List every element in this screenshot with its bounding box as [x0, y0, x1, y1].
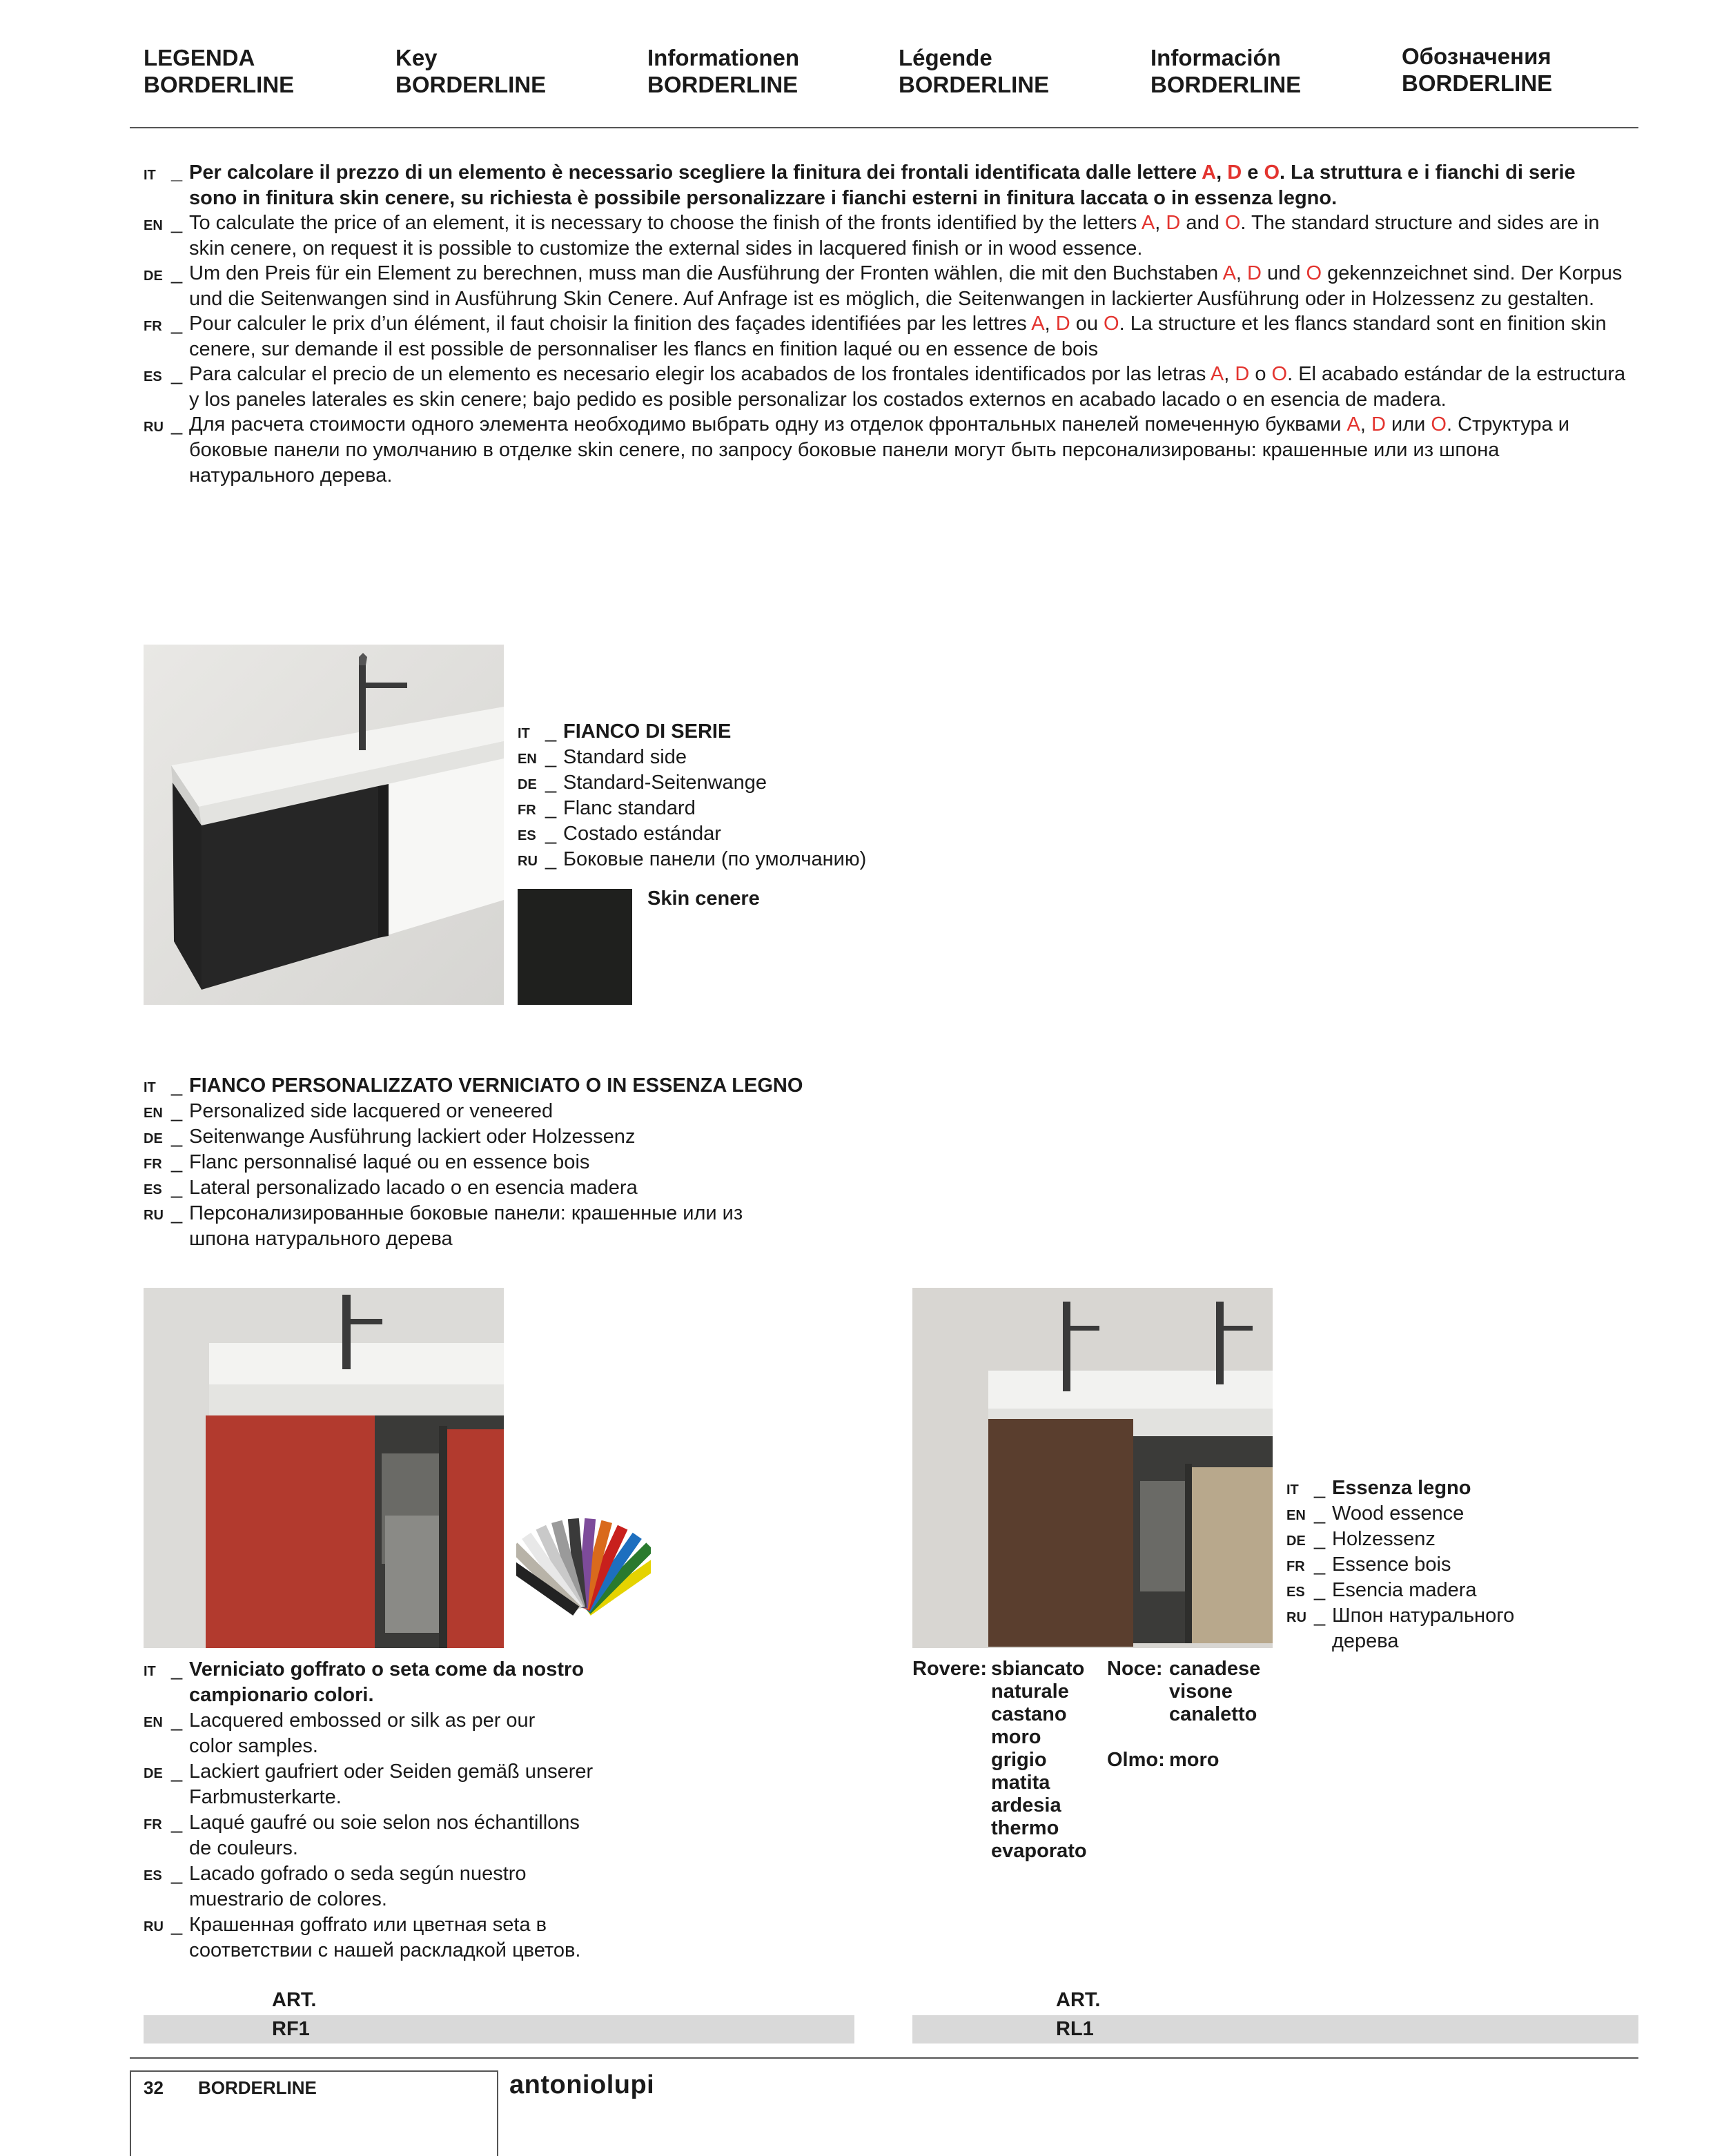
header-divider [130, 127, 1638, 128]
wood-ru-2: дерева [1332, 1630, 1399, 1652]
custom-side-ru: RU _ Персонализированные боковые панели: крашенные или из [144, 1202, 743, 1224]
footer-divider [130, 2057, 1638, 2059]
art-code-rl1: RL1 [1056, 2018, 1094, 2040]
standard-side-de: DE _ Standard-Seitenwange [518, 772, 767, 794]
olmo-label: Olmo: [1107, 1749, 1165, 1771]
standard-side-it: IT _ FIANCO DI SERIE [518, 721, 732, 743]
header-col-en: Key BORDERLINE [395, 45, 547, 97]
wood-ru: RU _ Шпон натурального [1286, 1605, 1515, 1627]
rovere-item: castano [991, 1703, 1067, 1725]
standard-side-en: EN _ Standard side [518, 746, 687, 768]
wood-de: DE _ Holzessenz [1286, 1528, 1436, 1550]
lacquered-photo [144, 1288, 504, 1648]
lacquered-ru: RU _ Крашенная goffrato или цветная seta в [144, 1914, 547, 1936]
lacquered-ru-2: соответствии с нашей раскладкой цветов. [189, 1939, 581, 1961]
footer-collection: BORDERLINE [198, 2077, 317, 2098]
lacquered-en-2: color samples. [189, 1735, 318, 1757]
art-code-rf1: RF1 [272, 2018, 310, 2040]
skin-cenere-swatch [518, 889, 632, 1005]
standard-side-fr: FR _ Flanc standard [518, 797, 696, 819]
intro-en: EN _ To calculate the price of an element, it is necessary to choose the finish of the fronts identified by the letters A, D and O. The standard structure and sides are in skin cenere, on request it is possible to customize the external sides in lacquered finish or in wood essence. [144, 212, 1600, 259]
standard-side-es: ES _ Costado estándar [518, 823, 721, 845]
page-number: 32 [144, 2077, 164, 2098]
lacquered-fr: FR _ Laqué gaufré ou soie selon nos échantillons [144, 1812, 580, 1834]
intro-de: DE _ Um den Preis für ein Element zu berechnen, muss man die Ausführung der Fronten wählen, die mit den Buchstaben A, D und O gekennzeichnet sind. Der Korpus und die Seitenwangen sind in Ausführung Skin Cenere. Auf Anfrage ist es möglich, die Seitenwangen in lackierter Ausführung oder in Holzessenz zu gestalten. [144, 262, 1623, 310]
intro-es: ES _ Para calcular el precio de un elemento es necesario elegir los acabados de los frontales identificados por las letras A, D o O. El acabado estándar de la estructura y los paneles laterales es skin cenere; bajo pedido es posible personalizar los costados externos en acabado lacado o en esencia de madera. [144, 363, 1626, 411]
rovere-item: naturale [991, 1680, 1069, 1703]
olmo-item: moro [1169, 1749, 1219, 1771]
noce-item: canaletto [1169, 1703, 1257, 1725]
rovere-item: sbiancato [991, 1658, 1085, 1680]
color-samples-fan [516, 1511, 651, 1646]
lacquered-de: DE _ Lackiert gaufriert oder Seiden gemäß unserer [144, 1761, 594, 1783]
rovere-list [991, 1658, 1087, 1863]
rovere-item: moro [991, 1726, 1041, 1748]
standard-side-ru: RU _ Боковые панели (по умолчанию) [518, 848, 867, 870]
intro-it: IT _ Per calcolare il prezzo di un elemento è necessario scegliere la finitura dei frontali identificata dalle lettere A, D e O. La struttura e i fianchi di serie sono in finitura skin cenere, su richiesta è possibile personalizzare i fianchi esterni in finitura laccata o in essenza legno. [144, 161, 1576, 209]
noce-label: Noce: [1107, 1658, 1163, 1680]
art-bar-rl1 [912, 2015, 1638, 2044]
rovere-item: evaporato [991, 1840, 1087, 1862]
custom-side-es: ES _ Lateral personalizado lacado o en esencia madera [144, 1177, 638, 1199]
custom-side-de: DE _ Seitenwange Ausführung lackiert oder Holzessenz [144, 1126, 636, 1148]
intro-fr: FR _ Pour calculer le prix d’un élément, il faut choisir la finition des façades identifiées par les lettres A, D ou O. La structure et les flancs standard sont en finition skin cenere, sur demande il est possible de personnaliser les flancs en finition laqué ou en essence de bois [144, 313, 1607, 360]
custom-side-en: EN _ Personalized side lacquered or veneered [144, 1100, 554, 1122]
rovere-item: ardesia [991, 1794, 1061, 1816]
header-col-es: Información BORDERLINE [1150, 45, 1302, 97]
rovere-label: Rovere: [912, 1658, 987, 1680]
art-label-rl1: ART. [1056, 1989, 1101, 2011]
rovere-item: grigio [991, 1749, 1047, 1771]
art-label-rf1: ART. [272, 1989, 317, 2011]
skin-cenere-label: Skin cenere [647, 888, 760, 910]
wood-en: EN _ Wood essence [1286, 1502, 1465, 1525]
lacquered-fr-2: de couleurs. [189, 1837, 298, 1859]
intro-ru: RU _ Для расчета стоимости одного элемента необходимо выбрать одну из отделок фронтальных панелей помеченную буквами A, D или O. Структура и боковые панели по умолчанию в отделке skin cenere, по запросу боковые панели могут быть персонализированы: крашенные или из шпона натурального дерева. [144, 413, 1569, 487]
wood-it: IT _ Essenza legno [1286, 1477, 1471, 1499]
header-col-fr: Légende BORDERLINE [899, 45, 1050, 97]
noce-list [1169, 1658, 1260, 1726]
standard-side-photo [144, 645, 504, 1005]
noce-item: canadese [1169, 1658, 1261, 1680]
lacquered-es: ES _ Lacado gofrado o seda según nuestro [144, 1863, 527, 1885]
lacquered-en: EN _ Lacquered embossed or silk as per our [144, 1709, 536, 1732]
art-bar-rf1 [144, 2015, 854, 2044]
lacquered-es-2: muestrario de colores. [189, 1888, 387, 1910]
rovere-item: thermo [991, 1817, 1059, 1839]
wood-fr: FR _ Essence bois [1286, 1554, 1451, 1576]
custom-side-ru-2: шпона натурального дерева [189, 1228, 453, 1250]
header-col-de: Informationen BORDERLINE [647, 45, 799, 97]
olmo-list [1169, 1749, 1219, 1772]
lacquered-it-2: campionario colori. [189, 1684, 374, 1706]
rovere-item: matita [991, 1772, 1050, 1794]
lacquered-de-2: Farbmusterkarte. [189, 1786, 342, 1808]
noce-item: visone [1169, 1680, 1233, 1703]
lacquered-it: IT _ Verniciato goffrato o seta come da nostro [144, 1658, 585, 1680]
custom-side-fr: FR _ Flanc personnalisé laqué ou en essence bois [144, 1151, 590, 1173]
header-col-it: LEGENDA BORDERLINE [144, 45, 295, 97]
header-col-ru: Обозначения BORDERLINE [1402, 43, 1553, 96]
wood-es: ES _ Esencia madera [1286, 1579, 1477, 1601]
wood-photo [912, 1288, 1273, 1648]
custom-side-it: IT _ FIANCO PERSONALIZZATO VERNICIATO O IN ESSENZA LEGNO [144, 1075, 803, 1097]
brand-logo: antoniolupi [509, 2070, 655, 2099]
